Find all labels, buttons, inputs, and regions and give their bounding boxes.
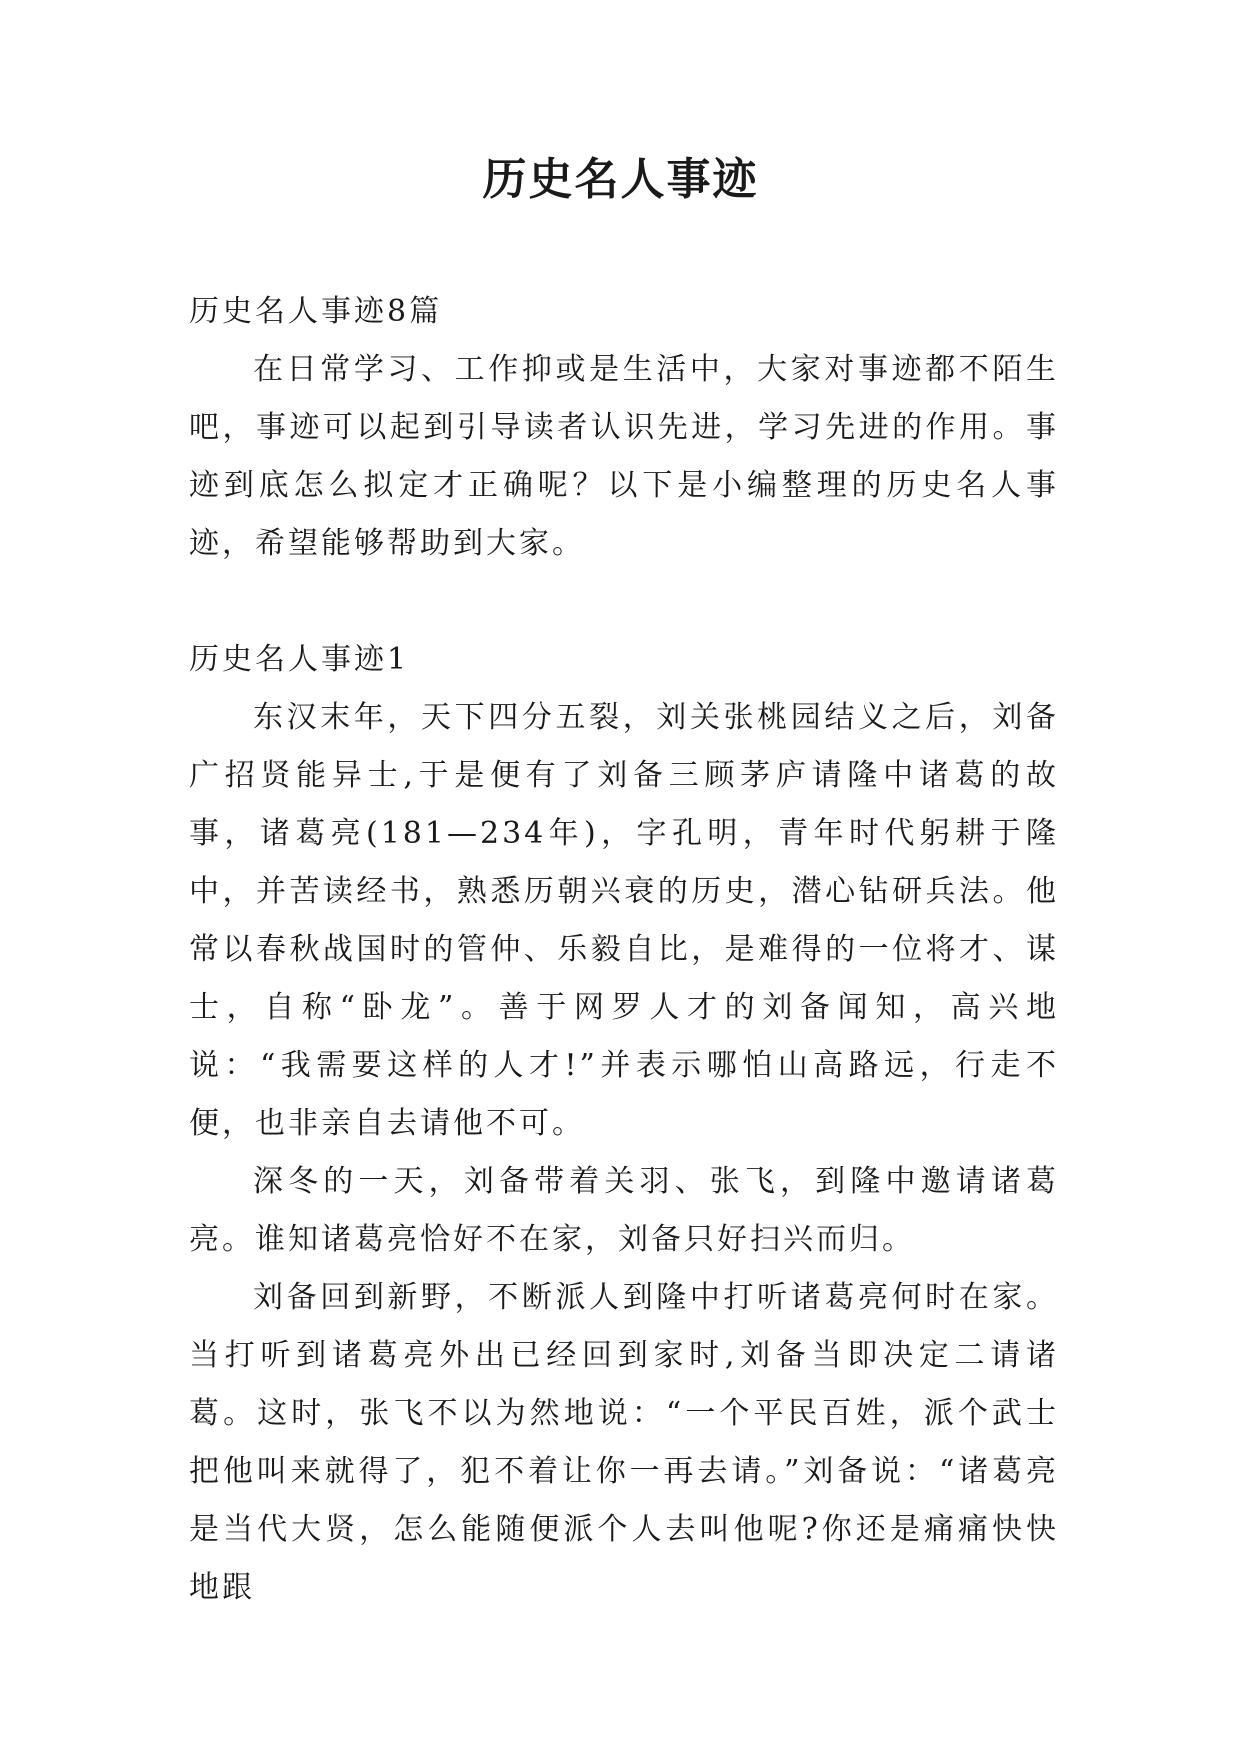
section-heading: 历史名人事迹1 bbox=[189, 642, 410, 677]
document-title: 历史名人事迹 bbox=[482, 154, 759, 205]
body-paragraph: 深冬的一天，刘备带着关羽、张飞，到隆中邀请诸葛亮。谁知诸葛亮恰好不在家，刘备只好扫兴而归。 bbox=[189, 1164, 1059, 1257]
document-body bbox=[189, 283, 1059, 1617]
body-paragraph: 刘备回到新野，不断派人到隆中打听诸葛亮何时在家。当打听到诸葛亮外出已经回到家时,刘备当即决定二请诸葛。这时，张飞不以为然地说：“一个平民百姓，派个武士把他叫来就得了，犯不着让你一再去请。”刘备说：“诸葛亮是当代大贤，怎么能随便派个人去叫他呢?你还是痛痛快快地跟 bbox=[189, 1280, 1059, 1605]
body-paragraph: 东汉末年，天下四分五裂，刘关张桃园结义之后，刘备广招贤能异士,于是便有了刘备三顾茅庐请隆中诸葛的故事，诸葛亮(181—234年)，字孔明，青年时代躬耕于隆中，并苦读经书，熟悉历朝兴衰的历史，潜心钻研兵法。他常以春秋战国时的管仲、乐毅自比，是难得的一位将才、谋士，自称“卧龙”。善于网罗人才的刘备闻知，高兴地说：“我需要这样的人才!”并表示哪怕山高路远，行走不便，也非亲自去请他不可。 bbox=[189, 700, 1059, 1141]
subtitle: 历史名人事迹8篇 bbox=[189, 294, 443, 329]
section-spacer bbox=[189, 573, 1059, 631]
intro-paragraph: 在日常学习、工作抑或是生活中，大家对事迹都不陌生吧，事迹可以起到引导读者认识先进，学习先进的作用。事迹到底怎么拟定才正确呢？以下是小编整理的历史名人事迹，希望能够帮助到大家。 bbox=[189, 352, 1059, 561]
